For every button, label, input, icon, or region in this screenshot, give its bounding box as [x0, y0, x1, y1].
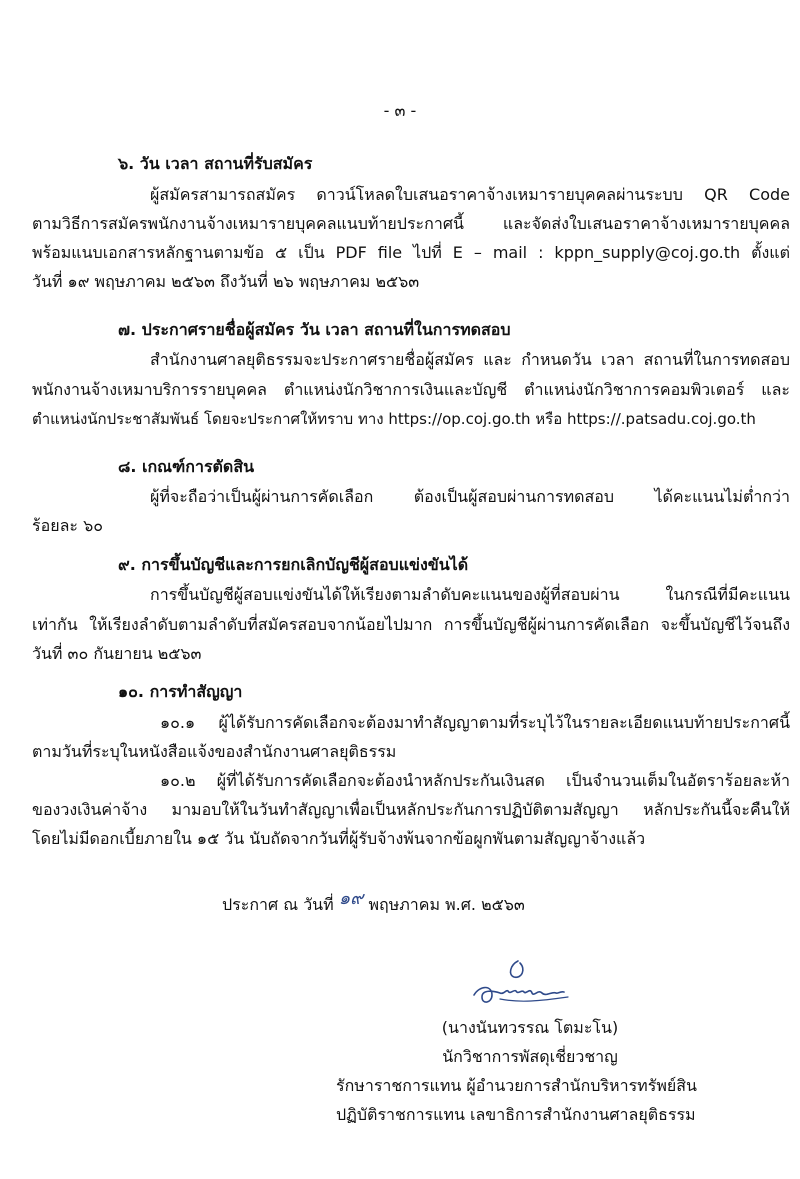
section-7-line-1: สำนักงานศาลยุติธรรมจะประกาศรายชื่อผู้สมัคร และ กำหนดวัน เวลา สถานที่ในการทดสอบ	[150, 350, 790, 369]
section-7-line-3: ตำแหน่งนักประชาสัมพันธ์ โดยจะประกาศให้ทราบ ทาง https://op.coj.go.th หรือ https://.patsadu.coj.go.th	[32, 410, 756, 428]
section-7-heading: ๗. ประกาศรายชื่อผู้สมัคร วัน เวลา สถานที่ในการทดสอบ	[118, 320, 511, 339]
announcement-prefix: ประกาศ ณ วันที่	[222, 895, 334, 914]
section-6-line-4: วันที่ ๑๙ พฤษภาคม ๒๕๖๓ ถึงวันที่ ๒๖ พฤษภาคม ๒๕๖๓	[32, 272, 420, 291]
section-6-heading: ๖. วัน เวลา สถานที่รับสมัคร	[118, 154, 313, 173]
section-9-line-2: เท่ากัน ให้เรียงลำดับตามลำดับที่สมัครสอบจากน้อยไปมาก การขึ้นบัญชีผู้ผ่านการคัดเลือก จะขึ้นบัญชีไว้จนถึง	[32, 615, 790, 634]
section-10-2-line-1: ๑๐.๒ ผู้ที่ได้รับการคัดเลือกจะต้องนำหลักประกันเงินสด เป็นจำนวนเต็มในอัตราร้อยละห้า	[160, 771, 790, 790]
section-10-heading: ๑๐. การทำสัญญา	[118, 682, 243, 701]
signatory-position: นักวิชาการพัสดุเชี่ยวชาญ	[442, 1047, 618, 1066]
section-8-heading: ๘. เกณฑ์การตัดสิน	[118, 457, 255, 476]
section-9-heading: ๙. การขึ้นบัญชีและการยกเลิกบัญชีผู้สอบแข่งขันได้	[118, 555, 469, 574]
signatory-acting-1: รักษาราชการแทน ผู้อำนวยการสำนักบริหารทรัพย์สิน	[336, 1076, 697, 1095]
section-10-2-line-2: ของวงเงินค่าจ้าง มามอบให้ในวันทำสัญญาเพื่อเป็นหลักประกันการปฏิบัติตามสัญญา หลักประกันนี้จะคืนให้	[32, 800, 790, 819]
handwritten-day: ๑๙	[338, 888, 364, 909]
announcement-date	[222, 888, 525, 917]
signatory-name: (นางนันทวรรณ โตมะโน)	[441, 1018, 619, 1037]
section-10-2-line-3: โดยไม่มีดอกเบี้ยภายใน ๑๕ วัน นับถัดจากวันที่ผู้รับจ้างพ้นจากข้อผูกพันตามสัญญาจ้างแล้ว	[32, 829, 646, 848]
section-9-line-1: การขึ้นบัญชีผู้สอบแข่งขันได้ให้เรียงตามลำดับคะแนนของผู้ที่สอบผ่าน ในกรณีที่มีคะแนน	[150, 585, 790, 604]
section-6-line-1: ผู้สมัครสามารถสมัคร ดาวน์โหลดใบเสนอราคาจ้างเหมารายบุคคลผ่านระบบ QR Code	[150, 185, 790, 204]
page-number: - ๓ -	[383, 101, 417, 120]
section-6-line-2: ตามวิธีการสมัครพนักงานจ้างเหมารายบุคคลแนบท้ายประกาศนี้ และจัดส่งใบเสนอราคาจ้างเหมารายบุคคล	[32, 214, 790, 233]
section-6-line-3: พร้อมแนบเอกสารหลักฐานตามข้อ ๕ เป็น PDF file ไปที่ E – mail : kppn_supply@coj.go.th ตั้งแต่	[32, 243, 790, 262]
section-7-line-2: พนักงานจ้างเหมาบริการรายบุคคล ตำแหน่งนักวิชาการเงินและบัญชี ตำแหน่งนักวิชาการคอมพิวเตอร์ และ	[32, 380, 790, 399]
announcement-suffix: พฤษภาคม พ.ศ. ๒๕๖๓	[368, 895, 525, 914]
section-9-line-3: วันที่ ๓๐ กันยายน ๒๕๖๓	[32, 644, 202, 663]
signatory-acting-2: ปฏิบัติราชการแทน เลขาธิการสำนักงานศาลยุติธรรม	[336, 1105, 696, 1124]
section-10-1-line-1: ๑๐.๑ ผู้ได้รับการคัดเลือกจะต้องมาทำสัญญาตามที่ระบุไว้ในรายละเอียดแนบท้ายประกาศนี้	[160, 713, 790, 732]
section-8-line-1: ผู้ที่จะถือว่าเป็นผู้ผ่านการคัดเลือก ต้องเป็นผู้สอบผ่านการทดสอบ ได้คะแนนไม่ต่ำกว่า	[150, 487, 790, 506]
section-8-line-2: ร้อยละ ๖๐	[32, 516, 103, 535]
section-10-1-line-2: ตามวันที่ระบุในหนังสือแจ้งของสำนักงานศาลยุติธรรม	[32, 742, 397, 761]
signature-image	[470, 955, 580, 1017]
